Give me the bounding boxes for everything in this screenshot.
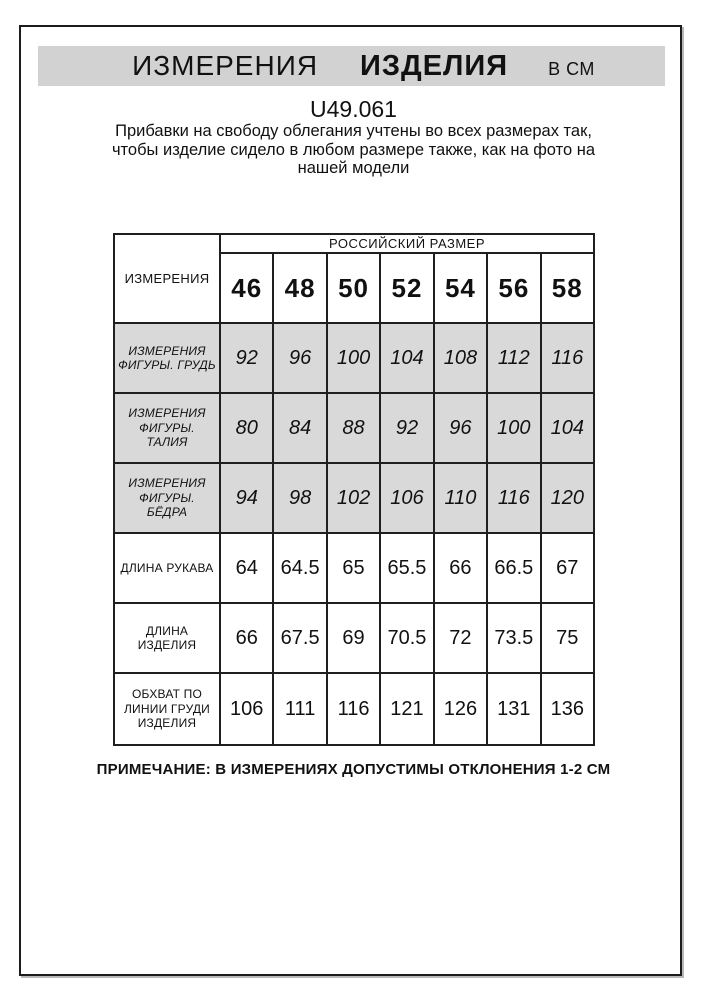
value-cell: 111 [273, 673, 326, 745]
value-cell: 70.5 [380, 603, 433, 673]
value-cell: 116 [541, 323, 594, 393]
value-cell: 72 [434, 603, 487, 673]
product-code: U49.061 [310, 96, 397, 122]
row-label: ОБХВАТ ПО ЛИНИИ ГРУДИ ИЗДЕЛИЯ [114, 673, 220, 745]
value-cell: 64 [220, 533, 273, 603]
value-cell: 65 [327, 533, 380, 603]
value-cell: 110 [434, 463, 487, 533]
tolerance-note: ПРИМЕЧАНИЕ: В ИЗМЕРЕНИЯХ ДОПУСТИМЫ ОТКЛОНЕНИЯ 1-2 СМ [96, 761, 611, 778]
size-cell: 48 [273, 253, 326, 323]
value-cell: 104 [380, 323, 433, 393]
value-cell: 106 [380, 463, 433, 533]
value-cell: 75 [541, 603, 594, 673]
value-cell: 121 [380, 673, 433, 745]
row-label: ИЗМЕРЕНИЯ ФИГУРЫ. ГРУДЬ [114, 323, 220, 393]
value-cell: 136 [541, 673, 594, 745]
row-label: ДЛИНА РУКАВА [114, 533, 220, 603]
value-cell: 102 [327, 463, 380, 533]
row-label: ИЗМЕРЕНИЯ ФИГУРЫ. ТАЛИЯ [114, 393, 220, 463]
table-row-figure-hips [114, 463, 594, 533]
size-cell: 54 [434, 253, 487, 323]
value-cell: 88 [327, 393, 380, 463]
value-cell: 66 [434, 533, 487, 603]
title-bar [38, 46, 665, 86]
value-cell: 120 [541, 463, 594, 533]
table-row-figure-chest [114, 323, 594, 393]
fit-description-line: нашей модели [297, 159, 410, 177]
value-cell: 108 [434, 323, 487, 393]
value-cell: 73.5 [487, 603, 540, 673]
value-cell: 66.5 [487, 533, 540, 603]
size-cell: 52 [380, 253, 433, 323]
value-cell: 98 [273, 463, 326, 533]
value-cell: 100 [327, 323, 380, 393]
value-cell: 92 [220, 323, 273, 393]
title-unit: В СМ [548, 59, 595, 79]
value-cell: 96 [434, 393, 487, 463]
size-table [113, 233, 595, 746]
fit-description-line: Прибавки на свободу облегания учтены во всех размерах так, [115, 122, 592, 140]
value-cell: 64.5 [273, 533, 326, 603]
value-cell: 67.5 [273, 603, 326, 673]
value-cell: 65.5 [380, 533, 433, 603]
value-cell: 66 [220, 603, 273, 673]
table-row-figure-waist [114, 393, 594, 463]
value-cell: 106 [220, 673, 273, 745]
value-cell: 112 [487, 323, 540, 393]
title-word-measurements: ИЗМЕРЕНИЯ [132, 50, 319, 81]
table-header-row-1 [114, 234, 594, 253]
table-row-item-length [114, 603, 594, 673]
size-cell: 56 [487, 253, 540, 323]
value-cell: 92 [380, 393, 433, 463]
fit-description-line: чтобы изделие сидело в любом размере также, как на фото на [111, 140, 596, 159]
table-row-sleeve-length [114, 533, 594, 603]
value-cell: 69 [327, 603, 380, 673]
title-word-product: ИЗДЕЛИЯ [360, 50, 509, 82]
value-cell: 80 [220, 393, 273, 463]
value-cell: 131 [487, 673, 540, 745]
measurements-column-header: ИЗМЕРЕНИЯ [114, 234, 220, 323]
size-cell: 50 [327, 253, 380, 323]
size-cell: 46 [220, 253, 273, 323]
value-cell: 67 [541, 533, 594, 603]
russian-size-header: РОССИЙСКИЙ РАЗМЕР [220, 234, 594, 253]
row-label: ИЗМЕРЕНИЯ ФИГУРЫ. БЁДРА [114, 463, 220, 533]
value-cell: 100 [487, 393, 540, 463]
fit-description [0, 122, 707, 178]
size-cell: 58 [541, 253, 594, 323]
value-cell: 116 [327, 673, 380, 745]
value-cell: 116 [487, 463, 540, 533]
value-cell: 94 [220, 463, 273, 533]
value-cell: 96 [273, 323, 326, 393]
row-label: ДЛИНА ИЗДЕЛИЯ [114, 603, 220, 673]
table-row-chest-girth-item [114, 673, 594, 745]
value-cell: 104 [541, 393, 594, 463]
value-cell: 84 [273, 393, 326, 463]
value-cell: 126 [434, 673, 487, 745]
